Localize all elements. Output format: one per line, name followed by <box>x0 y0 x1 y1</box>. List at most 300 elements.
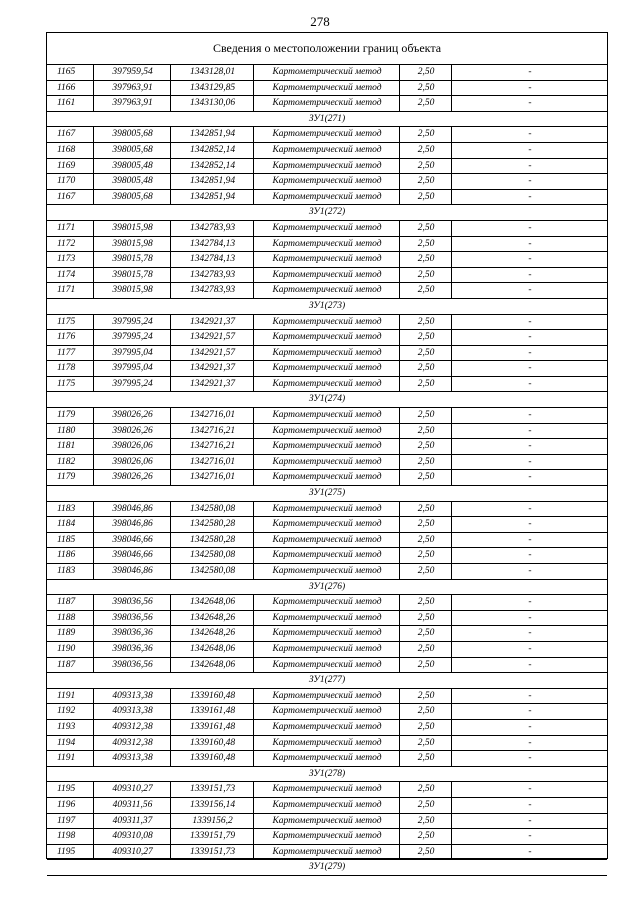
y-coordinate: 1342784,13 <box>170 252 254 267</box>
y-coordinate: 1342921,37 <box>170 315 254 330</box>
method-cell: Картометрический метод <box>253 408 400 423</box>
precision-cell: 2,50 <box>399 283 452 298</box>
table-row <box>47 252 607 268</box>
method-cell: Картометрический метод <box>253 564 400 579</box>
section-label: ЗУ1(274) <box>308 394 346 405</box>
note-cell: - <box>451 221 608 236</box>
y-coordinate: 1342716,21 <box>170 439 254 454</box>
method-cell: Картометрический метод <box>253 268 400 283</box>
table-row <box>47 517 607 533</box>
point-number: 1198 <box>57 831 76 842</box>
method-cell: Картометрический метод <box>253 143 400 158</box>
section-row <box>47 299 607 315</box>
y-coordinate: 1343129,85 <box>170 81 254 96</box>
table-row <box>47 424 607 440</box>
y-coordinate: 1342580,08 <box>170 548 254 563</box>
point-number: 1167 <box>57 129 76 140</box>
note-cell: - <box>451 564 608 579</box>
precision-cell: 2,50 <box>399 689 452 704</box>
note-cell: - <box>451 751 608 766</box>
x-coordinate: 397995,24 <box>93 330 171 345</box>
x-coordinate: 397963,91 <box>93 81 171 96</box>
x-coordinate: 398005,48 <box>93 159 171 174</box>
note-cell: - <box>451 127 608 142</box>
method-cell: Картометрический метод <box>253 315 400 330</box>
method-cell: Картометрический метод <box>253 346 400 361</box>
table-row <box>47 283 607 299</box>
note-cell: - <box>451 408 608 423</box>
page-number: 278 <box>310 14 330 29</box>
point-number: 1187 <box>57 659 76 670</box>
y-coordinate: 1339161,48 <box>170 704 254 719</box>
note-cell: - <box>451 736 608 751</box>
y-coordinate: 1339160,48 <box>170 689 254 704</box>
table-row <box>47 502 607 518</box>
note-cell: - <box>451 689 608 704</box>
section-row <box>47 112 607 128</box>
section-label: ЗУ1(275) <box>308 488 346 499</box>
method-cell: Картометрический метод <box>253 736 400 751</box>
point-number: 1175 <box>57 378 76 389</box>
table-row <box>47 455 607 471</box>
section-label: ЗУ1(272) <box>308 207 346 218</box>
table-row <box>47 408 607 424</box>
point-number: 1167 <box>57 191 76 202</box>
precision-cell: 2,50 <box>399 346 452 361</box>
precision-cell: 2,50 <box>399 237 452 252</box>
method-cell: Картометрический метод <box>253 704 400 719</box>
table-row <box>47 127 607 143</box>
note-cell: - <box>451 65 608 80</box>
table-row <box>47 221 607 237</box>
section-row <box>47 673 607 689</box>
precision-cell: 2,50 <box>399 798 452 813</box>
y-coordinate: 1339160,48 <box>170 751 254 766</box>
y-coordinate: 1342921,37 <box>170 377 254 392</box>
point-number: 1195 <box>57 846 76 857</box>
note-cell: - <box>451 81 608 96</box>
method-cell: Картометрический метод <box>253 424 400 439</box>
table-row <box>47 190 607 206</box>
point-number: 1192 <box>57 706 76 717</box>
note-cell: - <box>451 143 608 158</box>
precision-cell: 2,50 <box>399 190 452 205</box>
section-row <box>47 860 607 876</box>
y-coordinate: 1342851,94 <box>170 127 254 142</box>
method-cell: Картометрический метод <box>253 658 400 673</box>
precision-cell: 2,50 <box>399 143 452 158</box>
x-coordinate: 398015,78 <box>93 252 171 267</box>
table-row <box>47 361 607 377</box>
point-number: 1186 <box>57 550 76 561</box>
point-number: 1189 <box>57 628 76 639</box>
y-coordinate: 1342648,06 <box>170 595 254 610</box>
section-label: ЗУ1(276) <box>308 581 346 592</box>
note-cell: - <box>451 642 608 657</box>
section-label: ЗУ1(271) <box>308 113 346 124</box>
note-cell: - <box>451 346 608 361</box>
y-coordinate: 1342716,21 <box>170 424 254 439</box>
note-cell: - <box>451 96 608 111</box>
precision-cell: 2,50 <box>399 81 452 96</box>
point-number: 1181 <box>57 441 76 452</box>
x-coordinate: 398015,98 <box>93 283 171 298</box>
point-number: 1171 <box>57 222 76 233</box>
x-coordinate: 398036,36 <box>93 642 171 657</box>
table-body <box>47 65 607 876</box>
y-coordinate: 1343128,01 <box>170 65 254 80</box>
x-coordinate: 398026,26 <box>93 424 171 439</box>
note-cell: - <box>451 626 608 641</box>
x-coordinate: 398046,66 <box>93 533 171 548</box>
precision-cell: 2,50 <box>399 127 452 142</box>
precision-cell: 2,50 <box>399 159 452 174</box>
x-coordinate: 398026,06 <box>93 455 171 470</box>
point-number: 1197 <box>57 815 76 826</box>
method-cell: Картометрический метод <box>253 65 400 80</box>
x-coordinate: 397995,24 <box>93 377 171 392</box>
note-cell: - <box>451 455 608 470</box>
section-label: ЗУ1(277) <box>308 675 346 686</box>
point-number: 1173 <box>57 254 76 265</box>
note-cell: - <box>451 361 608 376</box>
table-row <box>47 159 607 175</box>
point-number: 1185 <box>57 534 76 545</box>
note-cell: - <box>451 814 608 829</box>
note-cell: - <box>451 237 608 252</box>
x-coordinate: 409310,08 <box>93 829 171 844</box>
table-row <box>47 595 607 611</box>
note-cell: - <box>451 704 608 719</box>
section-row <box>47 205 607 221</box>
method-cell: Картометрический метод <box>253 221 400 236</box>
precision-cell: 2,50 <box>399 829 452 844</box>
point-number: 1195 <box>57 784 76 795</box>
method-cell: Картометрический метод <box>253 237 400 252</box>
y-coordinate: 1342921,37 <box>170 361 254 376</box>
x-coordinate: 409313,38 <box>93 689 171 704</box>
point-number: 1191 <box>57 690 76 701</box>
method-cell: Картометрический метод <box>253 829 400 844</box>
point-number: 1161 <box>57 98 76 109</box>
precision-cell: 2,50 <box>399 658 452 673</box>
note-cell: - <box>451 159 608 174</box>
method-cell: Картометрический метод <box>253 611 400 626</box>
precision-cell: 2,50 <box>399 424 452 439</box>
point-number: 1187 <box>57 597 76 608</box>
table-row <box>47 829 607 845</box>
point-number: 1169 <box>57 160 76 171</box>
precision-cell: 2,50 <box>399 595 452 610</box>
table-row <box>47 533 607 549</box>
precision-cell: 2,50 <box>399 548 452 563</box>
table-row <box>47 81 607 97</box>
note-cell: - <box>451 268 608 283</box>
x-coordinate: 409311,37 <box>93 814 171 829</box>
method-cell: Картометрический метод <box>253 689 400 704</box>
point-number: 1165 <box>57 67 76 77</box>
method-cell: Картометрический метод <box>253 751 400 766</box>
table-row <box>47 470 607 486</box>
method-cell: Картометрический метод <box>253 377 400 392</box>
note-cell: - <box>451 439 608 454</box>
table-row <box>47 268 607 284</box>
method-cell: Картометрический метод <box>253 782 400 797</box>
section-label: ЗУ1(278) <box>308 768 346 779</box>
y-coordinate: 1342783,93 <box>170 283 254 298</box>
table-row <box>47 751 607 767</box>
note-cell: - <box>451 424 608 439</box>
table-row <box>47 315 607 331</box>
table-row <box>47 736 607 752</box>
precision-cell: 2,50 <box>399 564 452 579</box>
y-coordinate: 1342580,28 <box>170 533 254 548</box>
table-title: Сведения о местоположении границ объекта <box>47 33 607 65</box>
y-coordinate: 1342783,93 <box>170 268 254 283</box>
point-number: 1180 <box>57 425 76 436</box>
method-cell: Картометрический метод <box>253 159 400 174</box>
precision-cell: 2,50 <box>399 642 452 657</box>
table-row <box>47 689 607 705</box>
note-cell: - <box>451 533 608 548</box>
note-cell: - <box>451 798 608 813</box>
method-cell: Картометрический метод <box>253 174 400 189</box>
precision-cell: 2,50 <box>399 611 452 626</box>
table-row <box>47 439 607 455</box>
table-row <box>47 658 607 674</box>
note-cell: - <box>451 470 608 485</box>
x-coordinate: 398036,56 <box>93 595 171 610</box>
y-coordinate: 1339156,2 <box>170 814 254 829</box>
table-row <box>47 564 607 580</box>
note-cell: - <box>451 517 608 532</box>
x-coordinate: 397959,54 <box>93 65 171 80</box>
precision-cell: 2,50 <box>399 782 452 797</box>
table-row <box>47 782 607 798</box>
precision-cell: 2,50 <box>399 517 452 532</box>
point-number: 1179 <box>57 410 76 421</box>
method-cell: Картометрический метод <box>253 252 400 267</box>
method-cell: Картометрический метод <box>253 814 400 829</box>
x-coordinate: 398036,36 <box>93 626 171 641</box>
x-coordinate: 397995,04 <box>93 361 171 376</box>
point-number: 1184 <box>57 519 76 530</box>
y-coordinate: 1342921,57 <box>170 346 254 361</box>
x-coordinate: 398015,78 <box>93 268 171 283</box>
precision-cell: 2,50 <box>399 315 452 330</box>
precision-cell: 2,50 <box>399 533 452 548</box>
x-coordinate: 398046,66 <box>93 548 171 563</box>
method-cell: Картометрический метод <box>253 190 400 205</box>
point-number: 1194 <box>57 737 76 748</box>
note-cell: - <box>451 190 608 205</box>
x-coordinate: 398015,98 <box>93 237 171 252</box>
table-row <box>47 174 607 190</box>
note-cell: - <box>451 720 608 735</box>
note-cell: - <box>451 611 608 626</box>
y-coordinate: 1342648,06 <box>170 658 254 673</box>
x-coordinate: 398026,26 <box>93 408 171 423</box>
x-coordinate: 398005,68 <box>93 190 171 205</box>
x-coordinate: 398046,86 <box>93 564 171 579</box>
section-row <box>47 392 607 408</box>
method-cell: Картометрический метод <box>253 845 400 860</box>
y-coordinate: 1339161,48 <box>170 720 254 735</box>
y-coordinate: 1342580,28 <box>170 517 254 532</box>
note-cell: - <box>451 845 608 860</box>
x-coordinate: 398026,26 <box>93 470 171 485</box>
method-cell: Картометрический метод <box>253 642 400 657</box>
x-coordinate: 398005,68 <box>93 143 171 158</box>
y-coordinate: 1342852,14 <box>170 159 254 174</box>
precision-cell: 2,50 <box>399 470 452 485</box>
x-coordinate: 409312,38 <box>93 720 171 735</box>
note-cell: - <box>451 782 608 797</box>
coordinates-table <box>46 32 608 873</box>
precision-cell: 2,50 <box>399 96 452 111</box>
method-cell: Картометрический метод <box>253 548 400 563</box>
table-row <box>47 330 607 346</box>
note-cell: - <box>451 829 608 844</box>
point-number: 1188 <box>57 612 76 623</box>
x-coordinate: 397995,24 <box>93 315 171 330</box>
method-cell: Картометрический метод <box>253 502 400 517</box>
x-coordinate: 397963,91 <box>93 96 171 111</box>
point-number: 1193 <box>57 721 76 732</box>
point-number: 1174 <box>57 269 76 280</box>
precision-cell: 2,50 <box>399 736 452 751</box>
x-coordinate: 398046,86 <box>93 502 171 517</box>
table-row <box>47 237 607 253</box>
method-cell: Картометрический метод <box>253 361 400 376</box>
precision-cell: 2,50 <box>399 455 452 470</box>
note-cell: - <box>451 595 608 610</box>
method-cell: Картометрический метод <box>253 533 400 548</box>
method-cell: Картометрический метод <box>253 439 400 454</box>
note-cell: - <box>451 330 608 345</box>
point-number: 1178 <box>57 363 76 374</box>
precision-cell: 2,50 <box>399 252 452 267</box>
table-row <box>47 377 607 393</box>
precision-cell: 2,50 <box>399 751 452 766</box>
x-coordinate: 409313,38 <box>93 704 171 719</box>
note-cell: - <box>451 315 608 330</box>
point-number: 1190 <box>57 643 76 654</box>
section-label: ЗУ1(279) <box>308 862 346 873</box>
precision-cell: 2,50 <box>399 330 452 345</box>
point-number: 1183 <box>57 503 76 514</box>
precision-cell: 2,50 <box>399 65 452 80</box>
note-cell: - <box>451 502 608 517</box>
method-cell: Картометрический метод <box>253 720 400 735</box>
precision-cell: 2,50 <box>399 439 452 454</box>
x-coordinate: 398015,98 <box>93 221 171 236</box>
point-number: 1168 <box>57 144 76 155</box>
precision-cell: 2,50 <box>399 814 452 829</box>
x-coordinate: 397995,04 <box>93 346 171 361</box>
table-row <box>47 346 607 362</box>
section-label: ЗУ1(273) <box>308 300 346 311</box>
method-cell: Картометрический метод <box>253 81 400 96</box>
note-cell: - <box>451 377 608 392</box>
precision-cell: 2,50 <box>399 221 452 236</box>
point-number: 1179 <box>57 472 76 483</box>
table-row <box>47 720 607 736</box>
y-coordinate: 1342784,13 <box>170 237 254 252</box>
precision-cell: 2,50 <box>399 174 452 189</box>
y-coordinate: 1342580,08 <box>170 502 254 517</box>
y-coordinate: 1342716,01 <box>170 408 254 423</box>
note-cell: - <box>451 658 608 673</box>
point-number: 1175 <box>57 316 76 327</box>
section-row <box>47 580 607 596</box>
method-cell: Картометрический метод <box>253 626 400 641</box>
x-coordinate: 398005,68 <box>93 127 171 142</box>
method-cell: Картометрический метод <box>253 470 400 485</box>
y-coordinate: 1342783,93 <box>170 221 254 236</box>
note-cell: - <box>451 174 608 189</box>
table-row <box>47 65 607 81</box>
note-cell: - <box>451 252 608 267</box>
precision-cell: 2,50 <box>399 704 452 719</box>
method-cell: Картометрический метод <box>253 330 400 345</box>
y-coordinate: 1342716,01 <box>170 455 254 470</box>
table-row <box>47 548 607 564</box>
y-coordinate: 1339151,73 <box>170 782 254 797</box>
precision-cell: 2,50 <box>399 502 452 517</box>
y-coordinate: 1342716,01 <box>170 470 254 485</box>
table-row <box>47 798 607 814</box>
point-number: 1176 <box>57 332 76 343</box>
x-coordinate: 409313,38 <box>93 751 171 766</box>
point-number: 1182 <box>57 456 76 467</box>
method-cell: Картометрический метод <box>253 96 400 111</box>
y-coordinate: 1342648,26 <box>170 626 254 641</box>
table-row <box>47 143 607 159</box>
point-number: 1166 <box>57 82 76 93</box>
table-row <box>47 704 607 720</box>
section-row <box>47 486 607 502</box>
precision-cell: 2,50 <box>399 408 452 423</box>
y-coordinate: 1342580,08 <box>170 564 254 579</box>
x-coordinate: 398036,56 <box>93 611 171 626</box>
table-row <box>47 814 607 830</box>
method-cell: Картометрический метод <box>253 455 400 470</box>
method-cell: Картометрический метод <box>253 517 400 532</box>
section-row <box>47 767 607 783</box>
table-row <box>47 642 607 658</box>
x-coordinate: 398026,06 <box>93 439 171 454</box>
note-cell: - <box>451 283 608 298</box>
point-number: 1171 <box>57 285 76 296</box>
method-cell: Картометрический метод <box>253 595 400 610</box>
precision-cell: 2,50 <box>399 268 452 283</box>
x-coordinate: 409311,56 <box>93 798 171 813</box>
point-number: 1172 <box>57 238 76 249</box>
y-coordinate: 1342648,26 <box>170 611 254 626</box>
y-coordinate: 1339151,79 <box>170 829 254 844</box>
note-cell: - <box>451 548 608 563</box>
method-cell: Картометрический метод <box>253 283 400 298</box>
x-coordinate: 398036,56 <box>93 658 171 673</box>
table-row <box>47 626 607 642</box>
y-coordinate: 1342852,14 <box>170 143 254 158</box>
x-coordinate: 409310,27 <box>93 782 171 797</box>
method-cell: Картометрический метод <box>253 798 400 813</box>
y-coordinate: 1342851,94 <box>170 174 254 189</box>
y-coordinate: 1343130,06 <box>170 96 254 111</box>
x-coordinate: 409312,38 <box>93 736 171 751</box>
